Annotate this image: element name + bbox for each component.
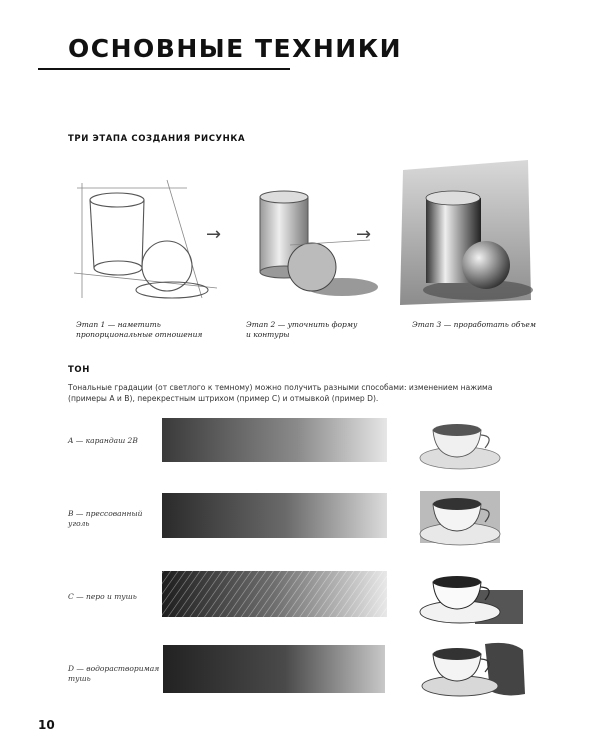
stage3-caption-line1: Этап 3 — проработать объем [412,320,536,329]
stage2-caption-line2: и контуры [246,330,290,339]
stage1-caption-line1: Этап 1 — наметить [76,320,161,329]
stage2-sketch [250,185,380,305]
example-b-cup [415,486,505,548]
example-a-swatch [160,412,390,468]
example-c-swatch [160,565,390,623]
stage2-caption [246,320,357,340]
example-a-label [68,436,138,446]
title-underline [38,68,290,70]
example-b-label [68,509,142,529]
stage3-caption [412,320,536,330]
stage3-sketch [398,160,533,310]
stage1-sketch [72,178,222,308]
stage2-caption-line1: Этап 2 — уточнить форму [246,320,358,329]
example-d-label [68,664,159,684]
page-number: 10 [38,718,55,732]
tone-heading: ТОН [68,365,90,375]
example-c-cup [415,560,525,628]
example-b-label-line2: уголь [68,519,90,528]
example-d-swatch [160,640,390,698]
stages-heading: ТРИ ЭТАПА СОЗДАНИЯ РИСУНКА [68,134,246,144]
example-c-label-line1: C — перо и тушь [68,592,137,601]
example-c-label [68,592,137,602]
tone-description-line1: Тональные градации (от светлого к темному) можно получить разными способами: изменением нажима [68,383,493,392]
example-b-label-line1: B — прессованный [68,509,143,518]
stage1-caption-line2: пропорциональные отношения [76,330,203,339]
example-b-swatch [160,488,390,544]
example-a-label-line1: A — карандаш 2B [68,436,138,445]
page-title: ОСНОВНЫЕ ТЕХНИКИ [68,34,403,63]
example-d-cup [415,636,530,702]
example-d-label-line2: тушь [68,674,91,683]
example-a-cup [415,410,505,472]
example-d-label-line1: D — водорастворимая [68,664,160,673]
tone-description-line2: (примеры A и B), перекрестным штрихом (пример C) и отмывкой (пример D). [68,394,379,403]
stage1-caption [76,320,202,340]
tone-description [68,382,568,404]
stage1-arrow: → [206,224,222,245]
stage2-arrow: → [356,224,372,245]
